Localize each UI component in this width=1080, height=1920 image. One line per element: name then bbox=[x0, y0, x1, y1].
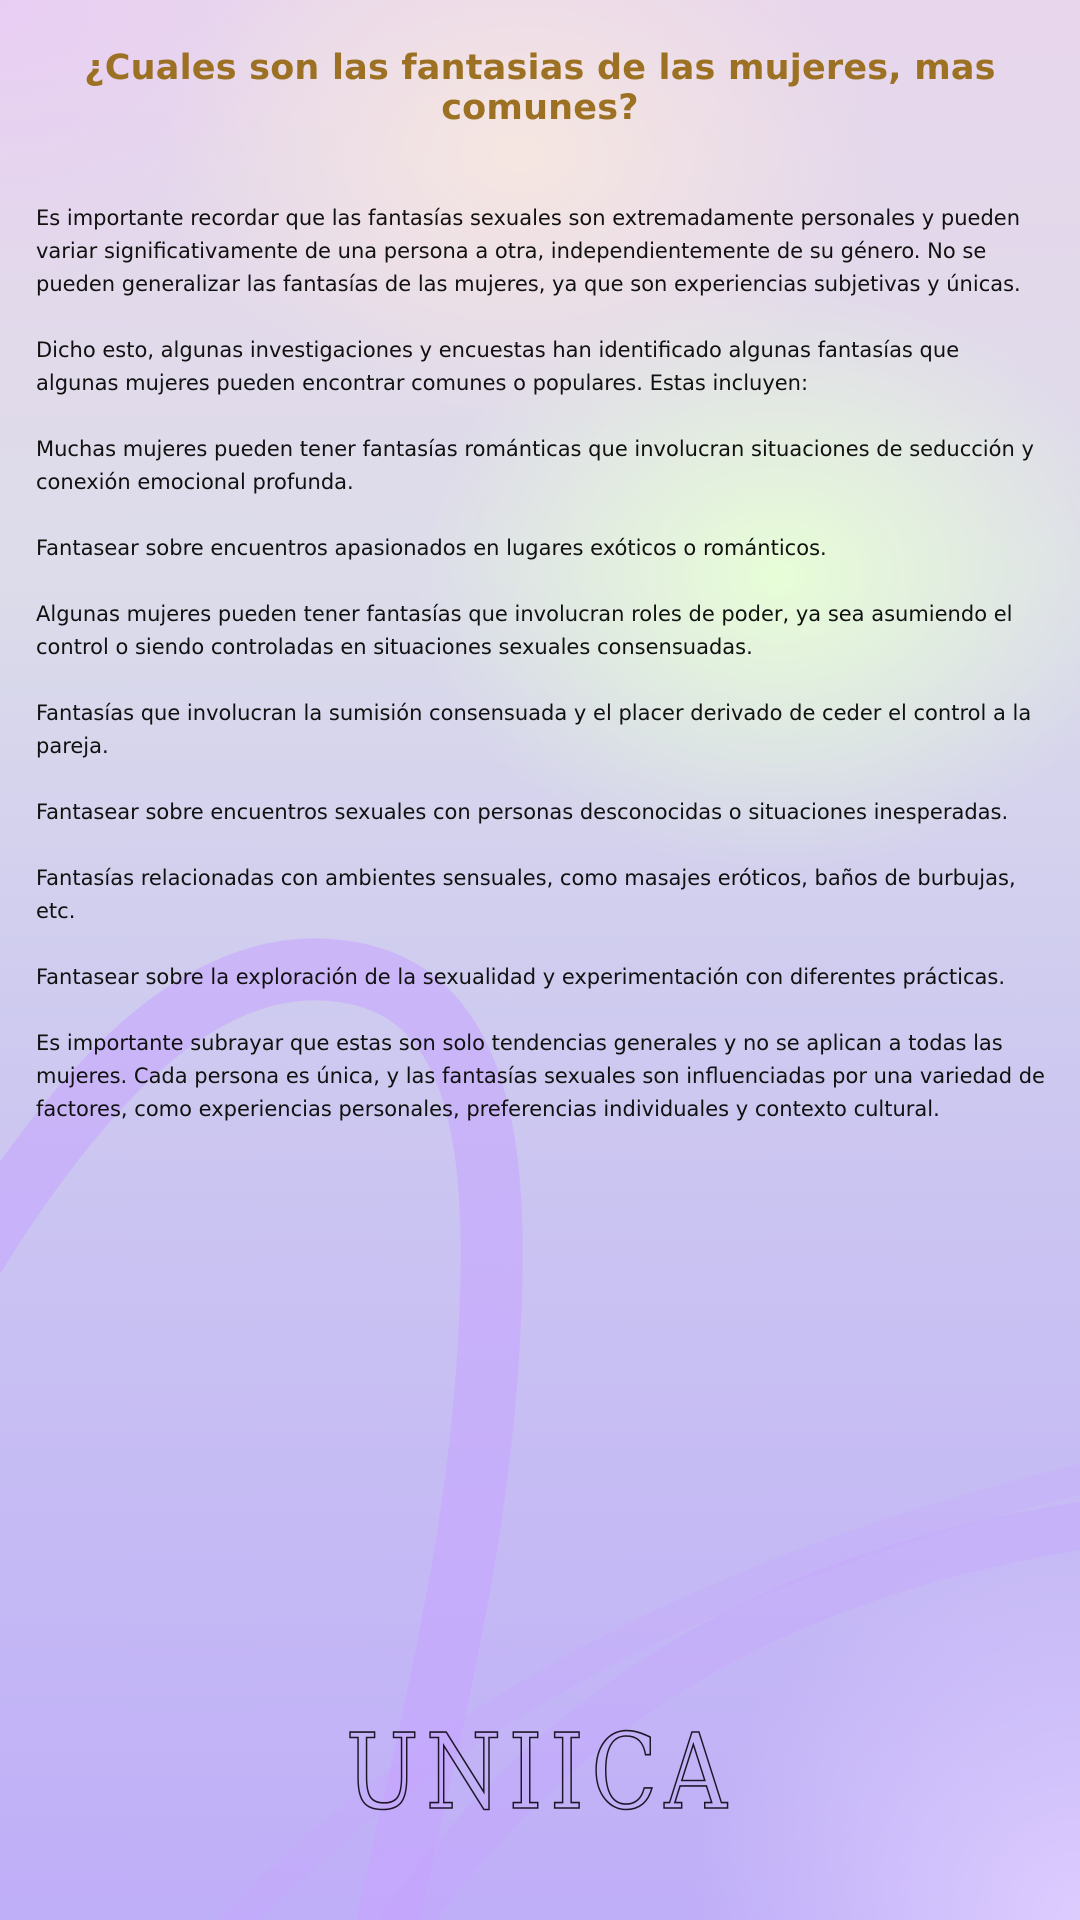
paragraph: Es importante subrayar que estas son solo tendencias generales y no se aplican a todas las mujeres. Cada persona es única, y las fantasías sexuales son influenciadas por una variedad de factores, como experiencias personales, preferencias individuales y contexto cultural. bbox=[36, 1031, 1045, 1121]
article-body bbox=[36, 202, 1046, 1159]
paragraph: Muchas mujeres pueden tener fantasías románticas que involucran situaciones de seducción y conexión emocional profunda. bbox=[36, 437, 1034, 494]
page-title: ¿Cuales son las fantasias de las mujeres, mas comunes? bbox=[84, 48, 996, 128]
paragraph: Algunas mujeres pueden tener fantasías que involucran roles de poder, ya sea asumiendo el control o siendo controladas en situaciones sexuales consensuadas. bbox=[36, 602, 1013, 659]
brand-logo bbox=[43, 1711, 1037, 1833]
paragraph: Dicho esto, algunas investigaciones y encuestas han identificado algunas fantasías que algunas mujeres pueden encontrar comunes o populares. Estas incluyen: bbox=[36, 338, 960, 395]
paragraph: Fantasear sobre encuentros sexuales con personas desconocidas o situaciones inesperadas. bbox=[36, 800, 1009, 824]
paragraph: Es importante recordar que las fantasías sexuales son extremadamente personales y pueden variar significativamente de una persona a otra, independientemente de su género. No se pueden generalizar las fantasías de las mujeres, ya que son experiencias subjetivas y únicas. bbox=[36, 206, 1021, 296]
paragraph: Fantasear sobre la exploración de la sexualidad y experimentación con diferentes prácticas. bbox=[36, 965, 1006, 989]
paragraph: Fantasías relacionadas con ambientes sensuales, como masajes eróticos, baños de burbujas, etc. bbox=[36, 866, 1016, 923]
paragraph: Fantasear sobre encuentros apasionados en lugares exóticos o románticos. bbox=[36, 536, 827, 560]
brand-logo-text: UNIICA bbox=[345, 1711, 735, 1833]
paragraph: Fantasías que involucran la sumisión consensuada y el placer derivado de ceder el control a la pareja. bbox=[36, 701, 1032, 758]
